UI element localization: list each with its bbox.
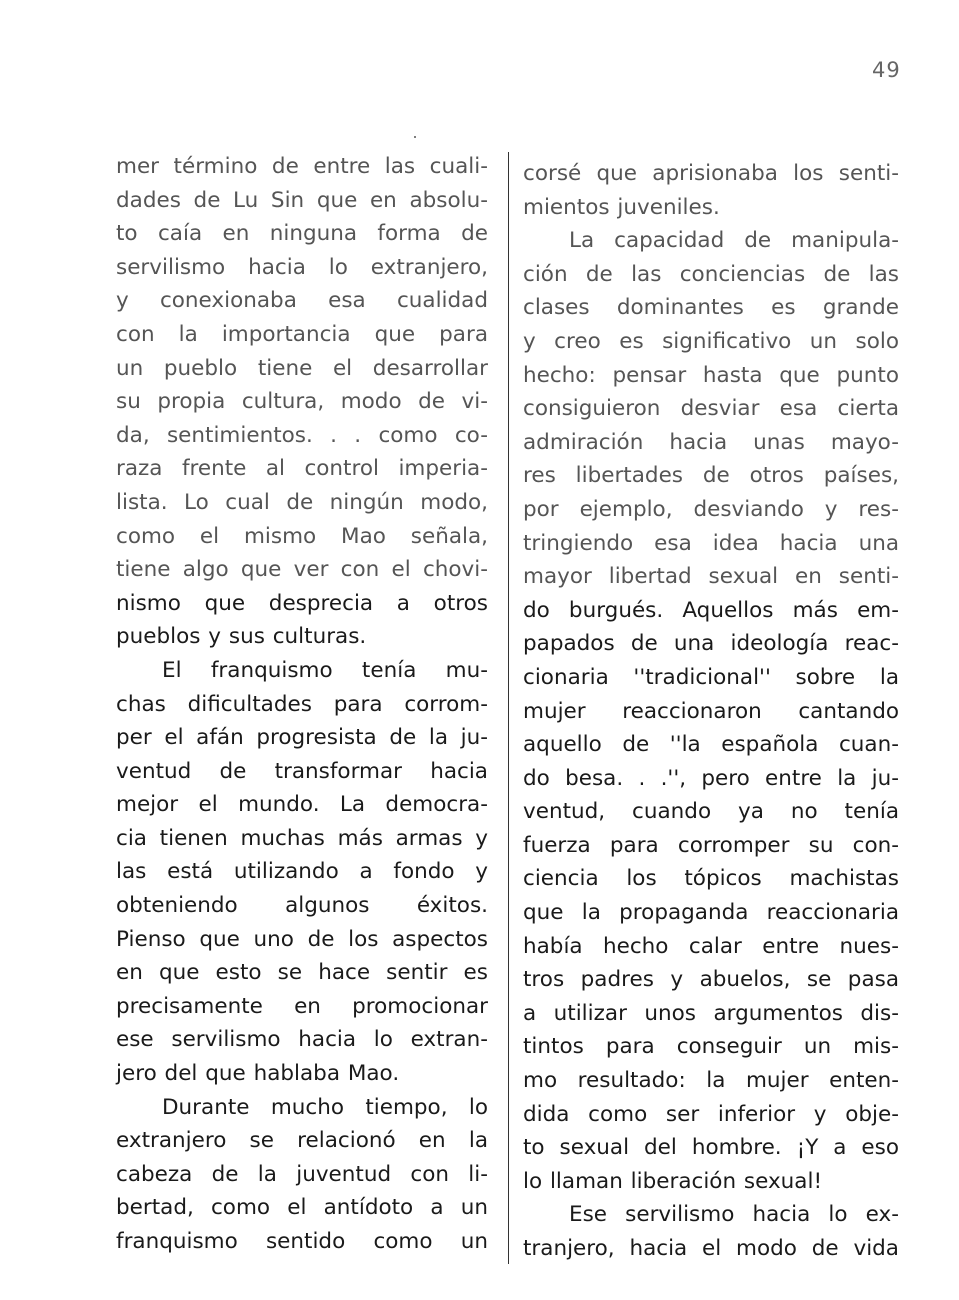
- column-divider: [508, 152, 509, 1264]
- text-line: La capacidad de manipula-: [569, 228, 899, 254]
- text-line: raza frente al control imperia-: [116, 456, 488, 482]
- text-line: ventud, cuando ya no tenía: [523, 799, 899, 825]
- text-line: pueblos y sus culturas.: [116, 624, 367, 650]
- text-line: tros padres y abuelos, se pasa: [523, 967, 899, 993]
- text-line: mientos juveniles.: [523, 194, 720, 220]
- text-line: da, sentimientos. . . como co-: [116, 422, 488, 448]
- text-line: había hecho calar entre nues-: [523, 933, 899, 959]
- text-line: mo resultado: la mujer enten-: [523, 1068, 899, 1094]
- text-line: y creo es significativo un solo: [523, 328, 899, 354]
- text-line: tringiendo esa idea hacia una: [523, 530, 899, 556]
- text-line: precisamente en promocionar: [116, 993, 488, 1019]
- text-line: ventud de transformar hacia: [116, 758, 488, 784]
- text-line: mayor libertad sexual en senti-: [523, 564, 899, 590]
- text-line: obteniendo algunos éxitos.: [116, 893, 488, 919]
- text-line: hecho: pensar hasta que punto: [523, 362, 899, 388]
- page-number: 49: [872, 58, 901, 82]
- text-line: clases dominantes es grande: [523, 295, 899, 321]
- text-line: Ese servilismo hacia lo ex-: [569, 1202, 899, 1228]
- right-text-column: [523, 157, 899, 1266]
- text-line: con la importancia que para: [116, 321, 488, 347]
- left-text-column: [116, 150, 488, 1259]
- text-line: ese servilismo hacia lo extran-: [116, 1027, 488, 1053]
- text-line: jero del que hablaba Mao.: [116, 1061, 400, 1087]
- text-line: y conexionaba esa cualidad: [116, 288, 488, 314]
- text-line: El franquismo tenía mu-: [162, 657, 488, 683]
- text-line: como el mismo Mao señala,: [116, 523, 488, 549]
- text-line: papados de una ideología reac-: [523, 631, 899, 657]
- text-line: tranjero, hacia el modo de vida: [523, 1236, 899, 1261]
- text-line: consiguieron desviar esa cierta: [523, 396, 899, 422]
- text-line: a utilizar unos argumentos dis-: [523, 1000, 899, 1026]
- text-line: to sexual del hombre. ¡Y a eso: [523, 1135, 899, 1161]
- text-line: mer término de entre las cuali-: [116, 154, 488, 179]
- text-line: mujer reaccionaron cantando: [523, 698, 899, 724]
- text-line: tiene algo que ver con el chovi-: [116, 557, 488, 583]
- text-line: dida como ser inferior y obje-: [523, 1101, 899, 1127]
- text-line: cia tienen muchas más armas y: [116, 825, 488, 851]
- text-line: lo llaman liberación sexual!: [523, 1168, 823, 1194]
- text-line: ciencia los tópicos machistas: [523, 866, 899, 892]
- text-line: servilismo hacia lo extranjero,: [116, 254, 488, 280]
- text-line: nismo que desprecia a otros: [116, 590, 488, 616]
- text-line: res libertades de otros países,: [523, 463, 899, 489]
- text-line: lista. Lo cual de ningún modo,: [116, 489, 488, 515]
- text-line: Pienso que uno de los aspectos: [116, 926, 488, 952]
- text-line: fuerza para corromper su con-: [523, 832, 899, 858]
- text-line: franquismo sentido como un: [116, 1229, 488, 1254]
- text-line: per el afán progresista de la ju-: [116, 725, 488, 751]
- text-line: dades de Lu Sin que en absolu-: [116, 187, 488, 213]
- text-line: tintos para conseguir un mis-: [523, 1034, 899, 1060]
- text-line: ción de las conciencias de las: [523, 261, 899, 287]
- text-line: do besa. . .'', pero entre la ju-: [523, 765, 899, 791]
- text-line: mejor el mundo. La democra-: [116, 792, 488, 818]
- text-line: chas dificultades para corrom-: [116, 691, 488, 717]
- print-speck: [414, 136, 416, 138]
- text-line: corsé que aprisionaba los senti-: [523, 161, 899, 186]
- text-line: bertad, como el antídoto a un: [116, 1195, 488, 1221]
- text-line: cionaria ''tradicional'' sobre la: [523, 664, 899, 690]
- text-line: su propia cultura, modo de vi-: [116, 389, 488, 415]
- text-line: do burgués. Aquellos más em-: [523, 597, 899, 623]
- text-line: extranjero se relacionó en la: [116, 1128, 488, 1154]
- text-line: aquello de ''la española cuan-: [523, 732, 899, 758]
- text-line: admiración hacia unas mayo-: [523, 429, 899, 455]
- text-line: por ejemplo, desviando y res-: [523, 496, 899, 522]
- text-line: un pueblo tiene el desarrollar: [116, 355, 488, 381]
- text-line: Durante mucho tiempo, lo: [162, 1094, 488, 1120]
- text-line: que la propaganda reaccionaria: [523, 900, 899, 926]
- text-line: cabeza de la juventud con li-: [116, 1161, 488, 1187]
- text-line: en que esto se hace sentir es: [116, 960, 488, 986]
- text-line: las está utilizando a fondo y: [116, 859, 488, 885]
- text-line: to caía en ninguna forma de: [116, 221, 488, 247]
